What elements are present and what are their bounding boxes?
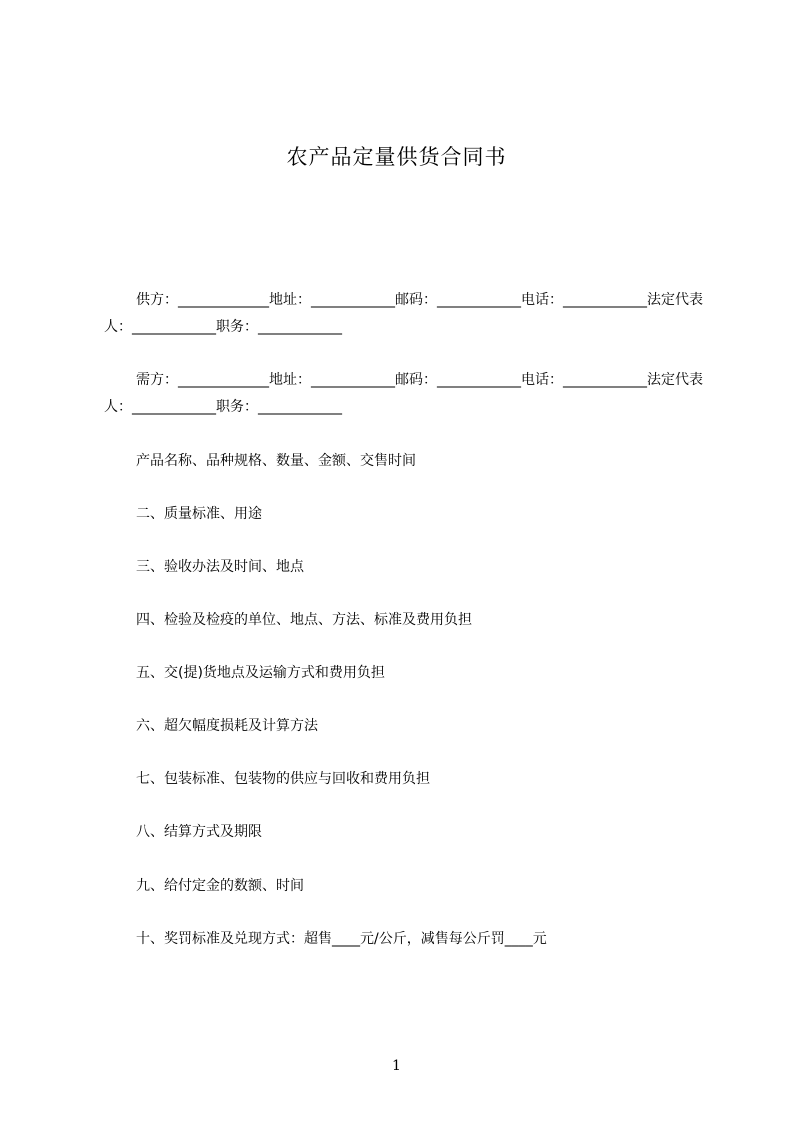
- clause-rewards-penalties: 十、奖罚标准及兑现方式：超售____元/公斤，减售每公斤罚____元: [136, 931, 547, 947]
- clause-packaging: 七、包装标准、包装物的供应与回收和费用负担: [136, 771, 430, 787]
- clause-product-info: 产品名称、品种规格、数量、金额、交售时间: [136, 453, 416, 469]
- clause-delivery-transport: 五、交(提)货地点及运输方式和费用负担: [136, 665, 385, 681]
- clause-inspection: 四、检验及检疫的单位、地点、方法、标准及费用负担: [136, 612, 472, 628]
- clause-settlement: 八、结算方式及期限: [136, 824, 262, 840]
- clause-acceptance-method: 三、验收办法及时间、地点: [136, 559, 304, 575]
- demander-info-line: 需方：_____________地址：____________邮码：____________电话：____________法定代表人：____________职务：____________: [104, 372, 703, 415]
- clause-deposit: 九、给付定金的数额、时间: [136, 878, 304, 894]
- document-title: 农产品定量供货合同书: [286, 145, 507, 169]
- clause-quality-standard: 二、质量标准、用途: [136, 506, 262, 522]
- supplier-info-line: 供方：_____________地址：____________邮码：____________电话：____________法定代表人：____________职务：____________: [104, 292, 703, 335]
- page-number: 1: [392, 1058, 401, 1074]
- clause-loss-calculation: 六、超欠幅度损耗及计算方法: [136, 718, 318, 734]
